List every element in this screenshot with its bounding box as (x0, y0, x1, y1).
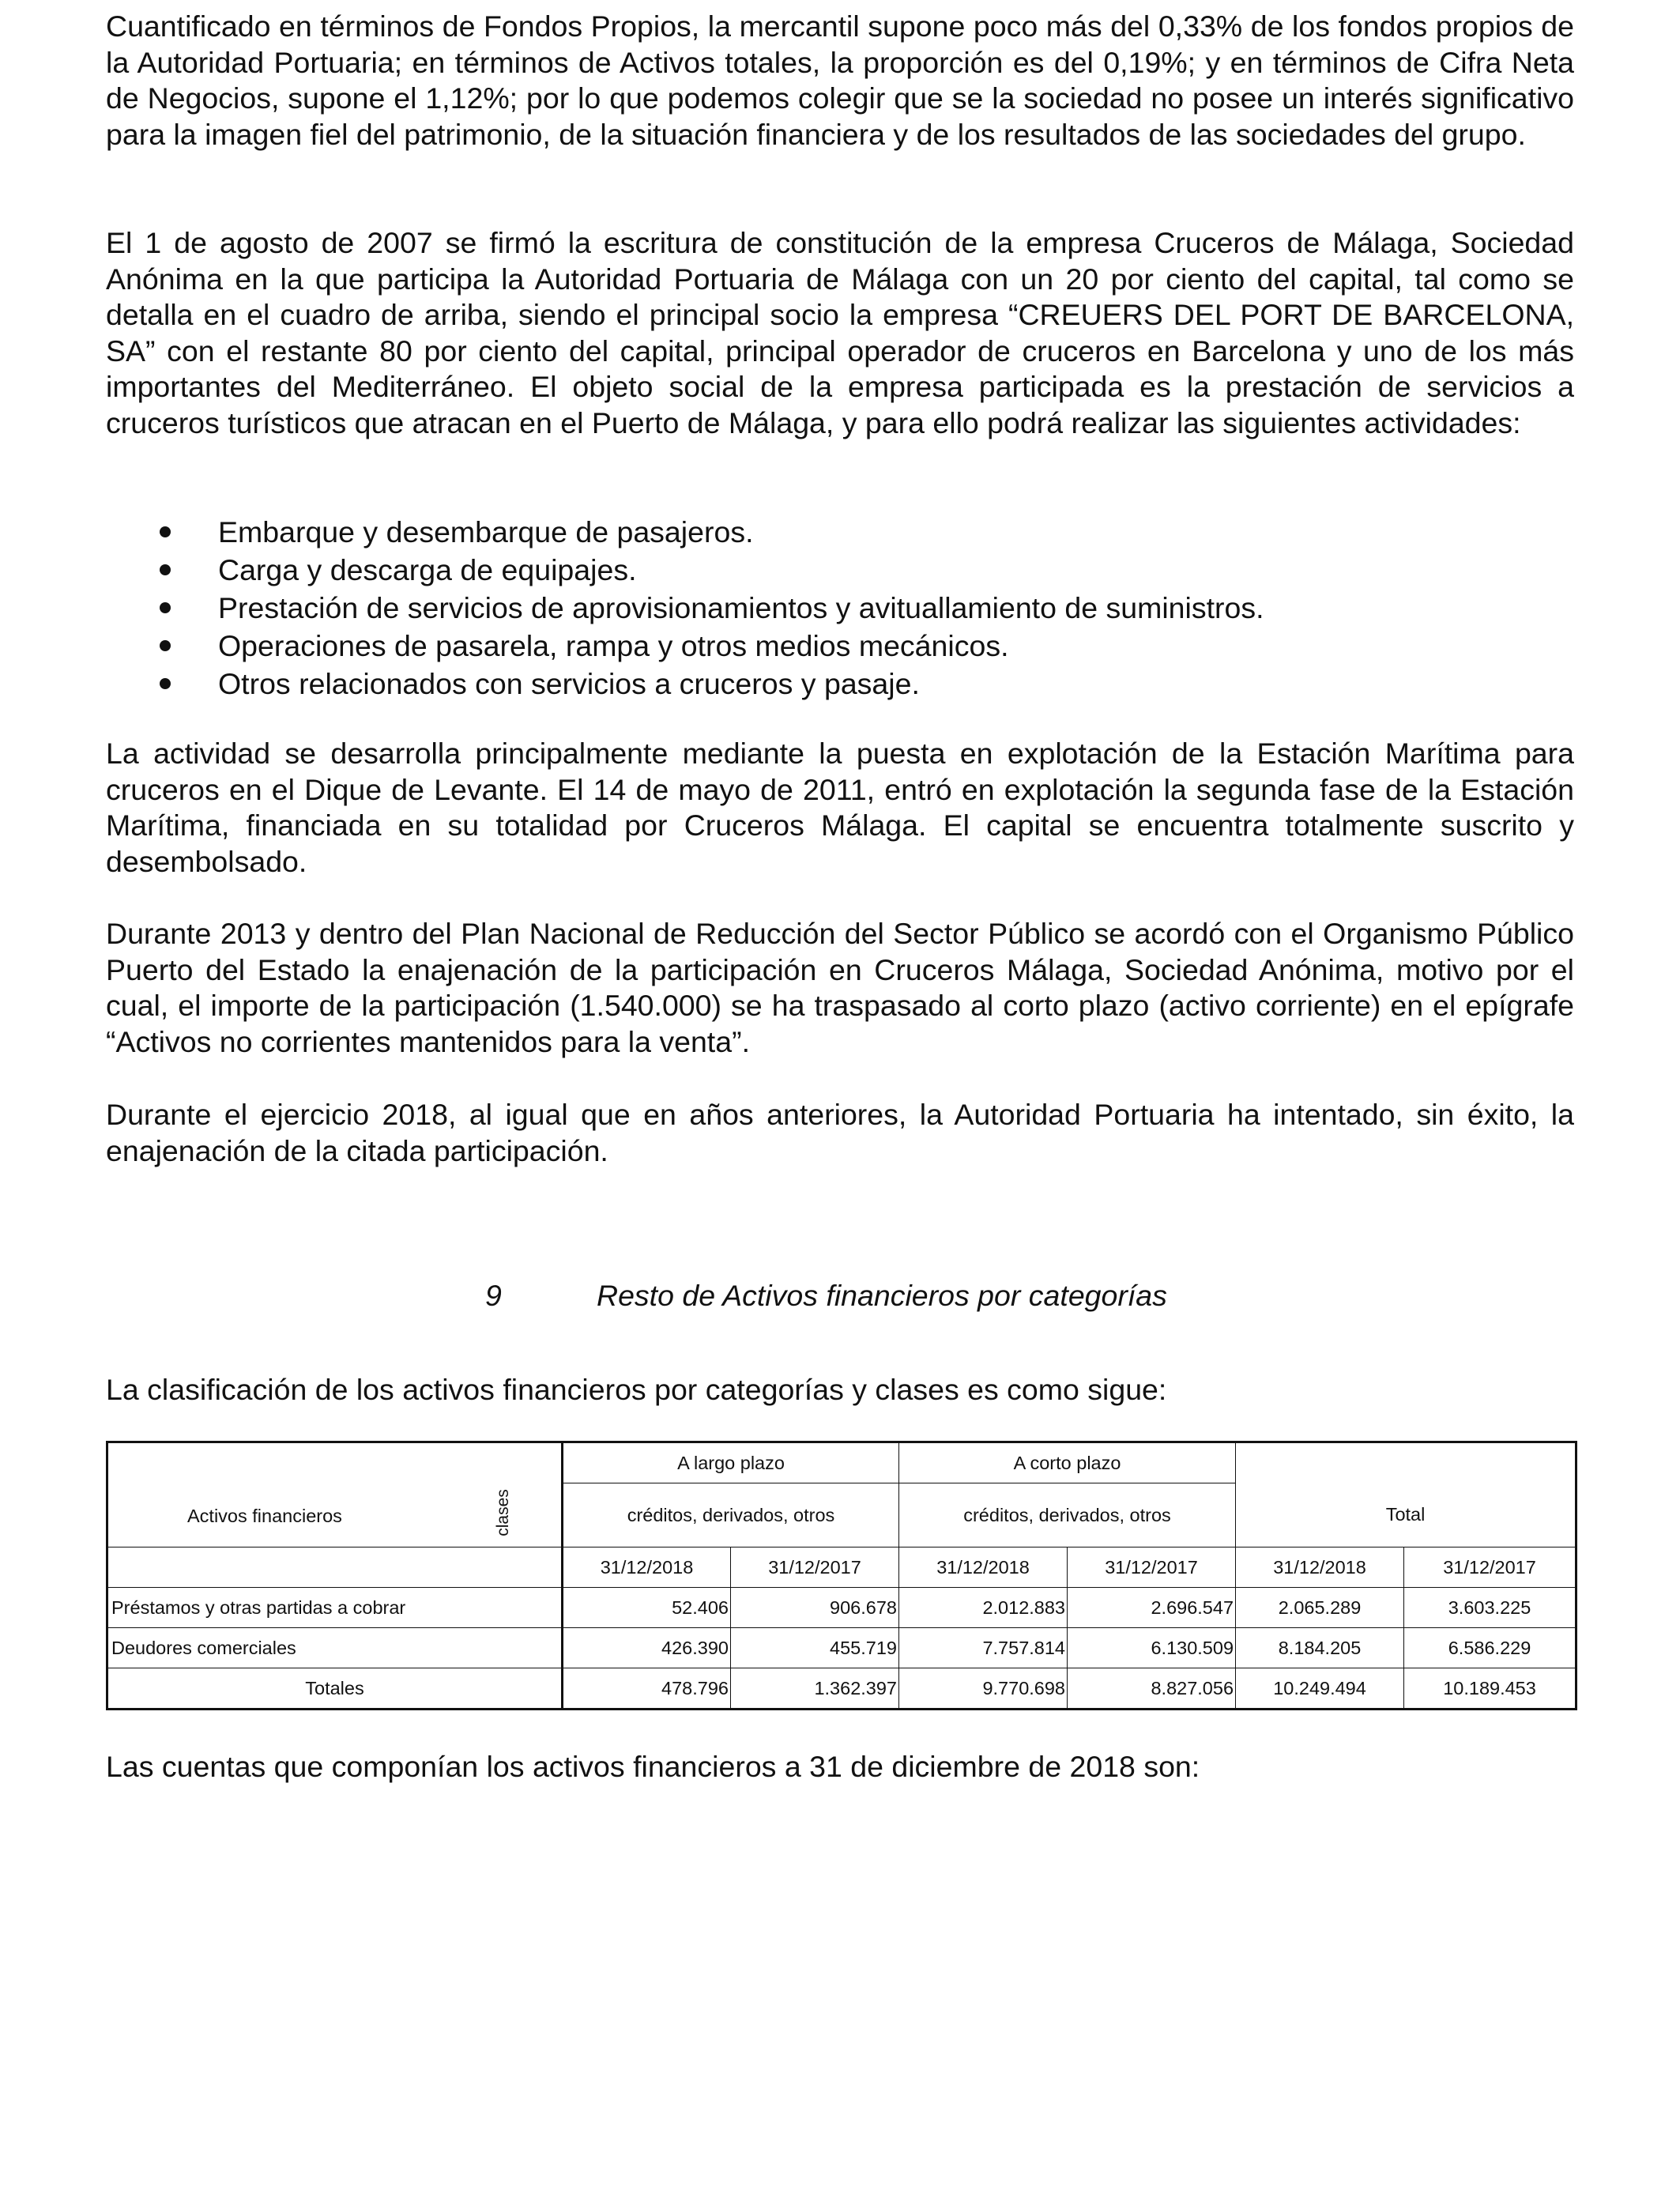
table-cell: 6.586.229 (1404, 1628, 1576, 1668)
date-header: 31/12/2017 (1068, 1547, 1236, 1588)
paragraph-enajenacion-2013: Durante 2013 y dentro del Plan Nacional de Reducción del Sector Público se acordó con el Organismo Público Puerto del Estado la enajenación de la participación en Cruceros Málaga, Sociedad Anónima, motivo por el cual, el importe de la participación (1.540.000) se ha traspasado al corto plazo (activo corriente) en el epígrafe “Activos no corrientes mantenidos para la venta”. (106, 917, 1574, 1058)
row-label: Préstamos y otras partidas a cobrar (107, 1588, 563, 1628)
date-header: 31/12/2017 (731, 1547, 899, 1588)
bullet-icon (160, 602, 171, 613)
list-item: Embarque y desembarque de pasajeros. (106, 513, 1574, 551)
date-header: 31/12/2018 (899, 1547, 1068, 1588)
date-header: 31/12/2018 (1236, 1547, 1404, 1588)
table-cell: 6.130.509 (1068, 1628, 1236, 1668)
financial-assets-table (106, 1441, 1577, 1710)
table-row (107, 1628, 1576, 1668)
table-cell: 3.603.225 (1404, 1588, 1576, 1628)
date-header: 31/12/2018 (563, 1547, 731, 1588)
table-cell: 1.362.397 (731, 1668, 899, 1710)
table-totals-row (107, 1668, 1576, 1710)
paragraph-actividad: La actividad se desarrolla principalmente mediante la puesta en explotación de la Estación Marítima para cruceros en el Dique de Levante. El 14 de mayo de 2011, entró en explotación la segunda fase de la Estación Marítima, financiada en su totalidad por Cruceros Málaga. El capital se encuentra totalmente suscrito y desembolsado. (106, 737, 1574, 878)
table-cell: 7.757.814 (899, 1628, 1068, 1668)
paragraph-cuentas: Las cuentas que componían los activos financieros a 31 de diciembre de 2018 son: (106, 1750, 1200, 1783)
table-cell: 455.719 (731, 1628, 899, 1668)
table-cell: 52.406 (563, 1588, 731, 1628)
table-row (107, 1588, 1576, 1628)
section-number: 9 (485, 1279, 502, 1312)
section-title: Resto de Activos financieros por categorías (597, 1279, 1167, 1312)
table-cell: 8.827.056 (1068, 1668, 1236, 1710)
table-cell: 426.390 (563, 1628, 731, 1668)
class-long-term: créditos, derivados, otros (563, 1483, 899, 1547)
header-activos-financieros: Activos financieros clases (107, 1483, 563, 1547)
bullet-icon (160, 640, 171, 651)
table-cell: 478.796 (563, 1668, 731, 1710)
table-cell: 10.249.494 (1236, 1668, 1404, 1710)
header-short-term: A corto plazo (899, 1442, 1236, 1483)
date-header: 31/12/2017 (1404, 1547, 1576, 1588)
table-cell: 10.189.453 (1404, 1668, 1576, 1710)
table-cell: 906.678 (731, 1588, 899, 1628)
table-cell: 8.184.205 (1236, 1628, 1404, 1668)
row-label: Deudores comerciales (107, 1628, 563, 1668)
bullet-icon (160, 526, 171, 537)
table-cell: 9.770.698 (899, 1668, 1068, 1710)
paragraph-cruceros-malaga: El 1 de agosto de 2007 se firmó la escritura de constitución de la empresa Cruceros de Málaga, Sociedad Anónima en la que participa la Autoridad Portuaria de Málaga con un 20 por ciento del capital, tal como se detalla en el cuadro de arriba, siendo el principal socio la empresa “CREUERS DEL PORT DE BARCELONA, SA” con el restante 80 por ciento del capital, principal operador de cruceros en Barcelona y uno de los más importantes del Mediterráneo. El objeto social de la empresa participada es la prestación de servicios a cruceros turísticos que atracan en el Puerto de Málaga, y para ello podrá realizar las siguientes actividades: (106, 226, 1574, 439)
class-short-term: créditos, derivados, otros (899, 1483, 1236, 1547)
classes-label: clases (493, 1488, 512, 1536)
activities-list (106, 513, 1574, 703)
table-header-row-dates (107, 1547, 1576, 1588)
list-item: Operaciones de pasarela, rampa y otros medios mecánicos. (106, 627, 1574, 665)
totals-label: Totales (107, 1668, 563, 1710)
list-item: Prestación de servicios de aprovisionamientos y avituallamiento de suministros. (106, 589, 1574, 627)
bullet-icon (160, 678, 171, 689)
bullet-icon (160, 564, 171, 575)
paragraph-fondos-propios: Cuantificado en términos de Fondos Propios, la mercantil supone poco más del 0,33% de los fondos propios de la Autoridad Portuaria; en términos de Activos totales, la proporción es del 0,19%; y en términos de Cifra Neta de Negocios, supone el 1,12%; por lo que podemos colegir que se la sociedad no posee un interés significativo para la imagen fiel del patrimonio, de la situación financiera y de los resultados de las sociedades del grupo. (106, 9, 1574, 151)
paragraph-ejercicio-2018: Durante el ejercicio 2018, al igual que en años anteriores, la Autoridad Portuaria ha intentado, sin éxito, la enajenación de la citada participación. (106, 1098, 1574, 1167)
list-item: Carga y descarga de equipajes. (106, 551, 1574, 589)
table-header-row-classes (107, 1483, 1576, 1547)
class-total: Total (1236, 1483, 1576, 1547)
list-item: Otros relacionados con servicios a cruceros y pasaje. (106, 665, 1574, 703)
paragraph-clasificacion: La clasificación de los activos financieros por categorías y clases es como sigue: (106, 1373, 1167, 1406)
table-header-row-groups (107, 1442, 1576, 1483)
header-long-term: A largo plazo (563, 1442, 899, 1483)
table-cell: 2.012.883 (899, 1588, 1068, 1628)
table-cell: 2.696.547 (1068, 1588, 1236, 1628)
table-cell: 2.065.289 (1236, 1588, 1404, 1628)
